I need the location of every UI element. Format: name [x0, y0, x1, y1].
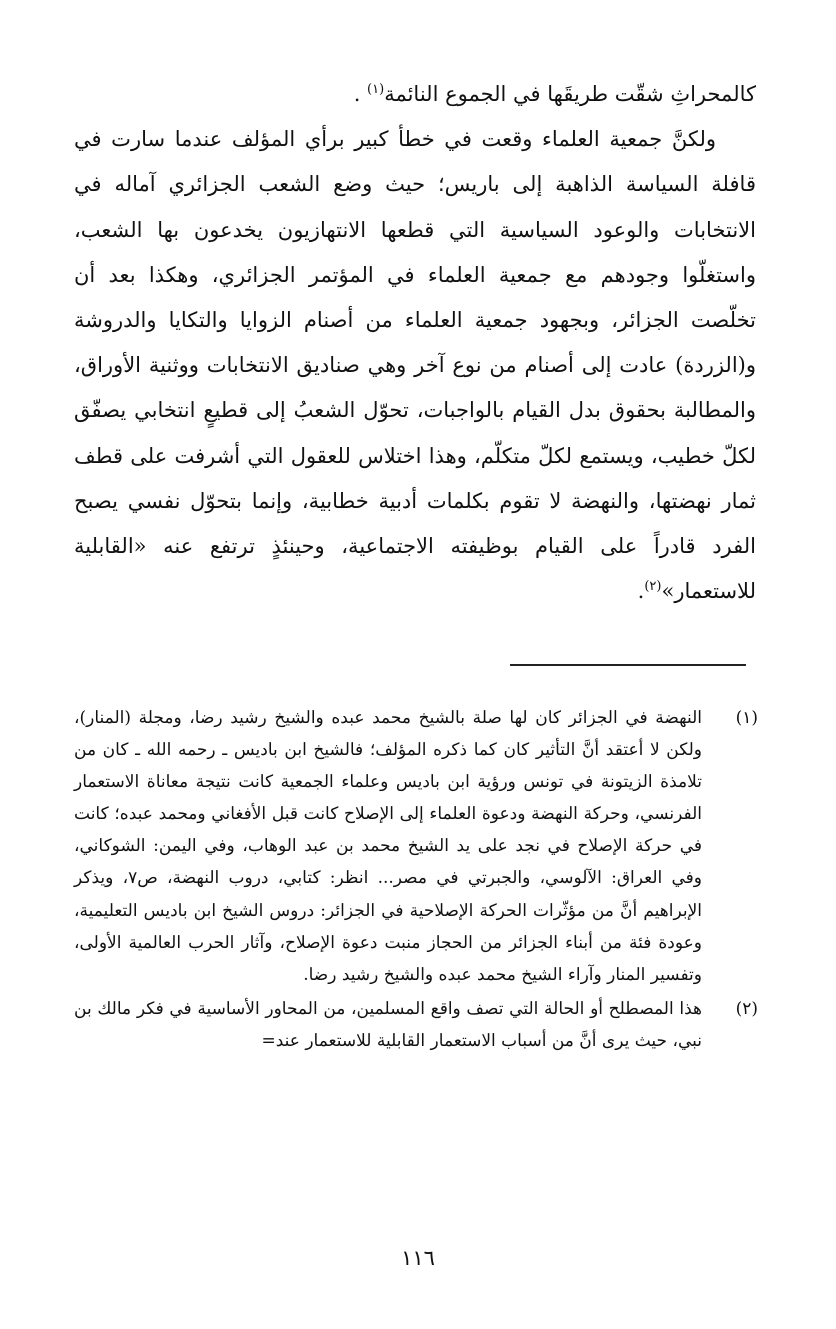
footnotes [74, 702, 758, 1059]
main-text [74, 72, 756, 614]
paragraph-text: كالمحراثِ شقّت طريقَها في الجموع النائمة [384, 82, 756, 106]
paragraph-end: . [353, 82, 368, 106]
paragraph-2 [74, 117, 756, 614]
footnote-2 [74, 993, 758, 1057]
footnote-ref-2: (٢) [644, 579, 662, 595]
paragraph-text: ولكنَّ جمعية العلماء وقعت في خطأ كبير برأي المؤلف عندما سارت في قافلة السياسة الذاهبة إلى باريس؛ حيث وضع الشعب الجزائري آماله في الانتخابات والوعود السياسية التي قطعها الانتهازيون يخدعون بها الشعب، واستغلّوا وجودهم مع جمعية العلماء في المؤتمر الجزائري، وهكذا بعد أن تخلّصت الجزائر، وبجهود جمعية العلماء من أصنام الزوايا والتكايا والدروشة و(الزردة) عادت إلى أصنام من نوع آخر وهي صناديق الانتخابات ووثنية الأوراق، والمطالبة بحقوق بدل القيام بالواجبات، تحوّل الشعبُ إلى قطيعٍ انتخابي يصفّق لكلّ خطيب، ويستمع لكلّ متكلّم، وهذا اختلاس للعقول التي أشرفت على قطف ثمار نهضتها، والنهضة لا تقوم بكلمات أدبية خطابية، وإنما بتحوّل نفسي يصبح الفرد قادراً على القيام بوظيفته الاجتماعية، وحينئذٍ ترتفع عنه «القابلية للاستعمار» [74, 127, 757, 604]
footnote-number: (١) [735, 708, 758, 728]
footnote-text: النهضة في الجزائر كان لها صلة بالشيخ محمد عبده والشيخ رشيد رضا، ومجلة (المنار)، ولكن لا أعتقد أنَّ التأثير كان كما ذكره المؤلف؛ فالشيخ ابن باديس ـ رحمه الله ـ كان من تلامذة الزيتونة في تونس ورؤية ابن باديس وعلماء الجمعية كانت نتيجة معاناة الاستعمار الفرنسي، وحركة النهضة ودعوة العلماء إلى الإصلاح كانت قبل الأفغاني ومحمد عبده؛ كانت في حركة الإصلاح في نجد على يد الشيخ محمد بن عبد الوهاب، وفي اليمن: الشوكاني، وفي العراق: الآلوسي، والجبرتي في مصر... انظر: كتابي، دروب النهضة، ص٧، ويذكر الإبراهيم أنَّ من مؤثّرات الحركة الإصلاحية في الجزائر: دروس الشيخ ابن باديس التعليمية، وعودة فئة من أبناء الجزائر من الحجاز منبت دعوة الإصلاح، وآثار الحرب العالمية الأولى، وتفسير المنار وآراء الشيخ محمد عبده والشيخ رشيد رضا. [74, 708, 702, 985]
page-number: ١١٦ [401, 1246, 435, 1270]
paragraph-1 [74, 72, 756, 117]
paragraph-end: . [637, 579, 645, 604]
footnote-number: (٢) [735, 998, 758, 1019]
footnote-1 [74, 702, 758, 991]
footnote-separator [510, 664, 746, 666]
footnote-text: هذا المصطلح أو الحالة التي تصف واقع المسلمين، من المحاور الأساسية في فكر مالك بن نبي، حيث يرى أنَّ من أسباب الاستعمار القابلية للاستعمار عند= [74, 998, 702, 1051]
footnote-ref-1: (١) [367, 82, 385, 97]
